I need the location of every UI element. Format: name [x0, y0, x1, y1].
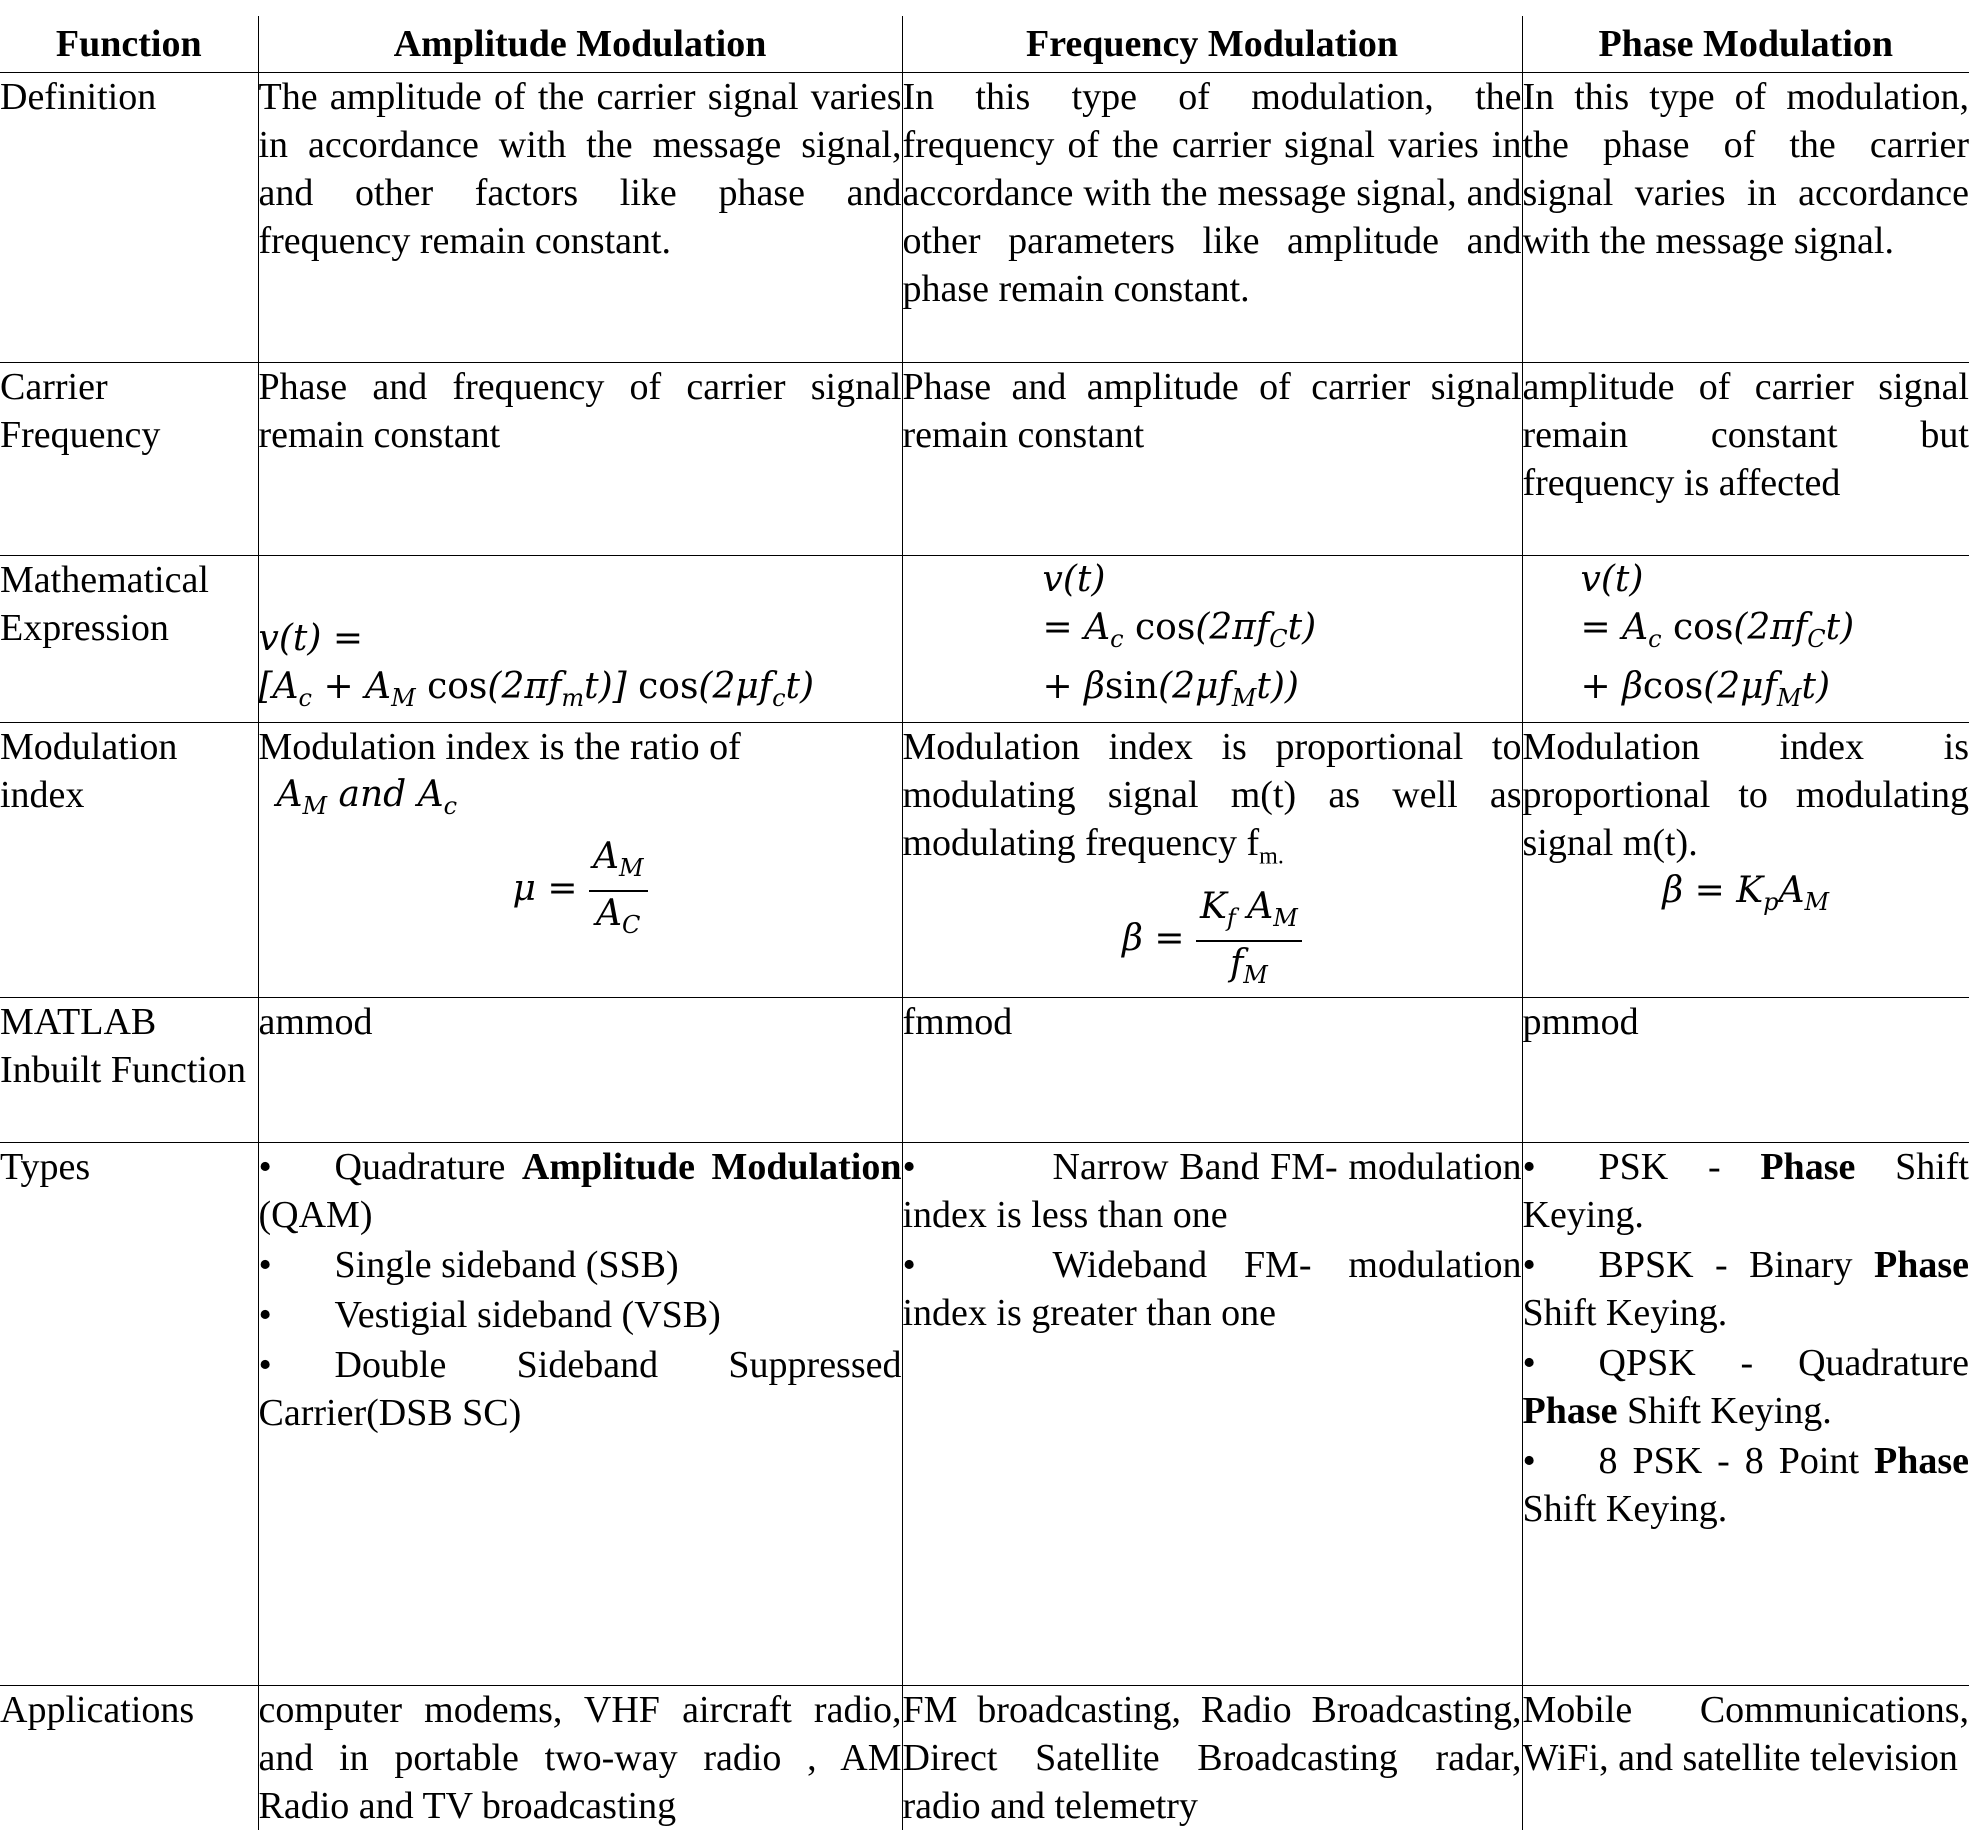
list-item: • Quadrature Amplitude Modulation (QAM) [258, 1146, 902, 1237]
row-types [0, 1143, 1969, 1686]
label-matlab-function: MATLAB Inbuilt Function [0, 998, 258, 1143]
list-item: • Double Sideband Suppressed Carrier(DSB SC) [258, 1344, 902, 1435]
am-carrier-frequency: Phase and frequency of carrier signal remain constant [258, 363, 902, 556]
label-definition: Definition [0, 73, 258, 363]
label-carrier-frequency: Carrier Frequency [0, 363, 258, 556]
am-modulation-index: Modulation index is the ratio of $A_M$ and $A_c$ μ = $\frac{A_M}{A_C}$ [258, 723, 902, 998]
list-item: • Single sideband (SSB) [258, 1244, 679, 1287]
fm-types [902, 1143, 1522, 1686]
fm-expression: v(t) = $A_c$ $\cos(2\pi f_Ct)$ + $\beta\sin(2\mu f_Mt)$) [902, 556, 1522, 723]
fm-types-list [903, 1143, 1522, 1337]
row-matlab-function [0, 998, 1969, 1143]
header-row [0, 16, 1969, 73]
list-item: • 8 PSK - 8 Point Phase Shift Keying. [1522, 1440, 1969, 1531]
header-amplitude-modulation: Amplitude Modulation [258, 16, 902, 73]
fm-index-sub: m. [1259, 843, 1284, 870]
header-phase-modulation: Phase Modulation [1522, 16, 1969, 73]
pm-modulation-index: Modulation index is proportional to modulating signal m(t). $\beta = K_pA_M$ [1522, 723, 1969, 998]
list-item: • BPSK - Binary Phase Shift Keying. [1522, 1244, 1969, 1335]
fm-modulation-index: Modulation index is proportional to modulating signal m(t) as well as modulating frequency $f_{m.}$ β = $\frac{K_f A_M}{f_M}$ [902, 723, 1522, 998]
list-item: • Vestigial sideband (VSB) [258, 1294, 721, 1337]
pm-applications: Mobile Communications, WiFi, and satellite television [1522, 1686, 1969, 1831]
pm-index-text: Modulation index is proportional to modulating signal m(t). [1522, 726, 1969, 865]
modulation-comparison-table [0, 16, 1969, 1830]
list-item: • Narrow Band FM- modulation index is less than one [902, 1146, 1522, 1237]
row-mathematical-expression [0, 556, 1969, 723]
am-definition: The amplitude of the carrier signal varies in accordance with the message signal, and other factors like phase and frequency remain constant. [258, 73, 902, 363]
am-matlab-function: ammod [258, 998, 902, 1143]
pm-matlab-function: pmmod [1522, 998, 1969, 1143]
am-applications: computer modems, VHF aircraft radio, and in portable two-way radio , AM Radio and TV broadcasting [258, 1686, 902, 1831]
label-mathematical-expression: Mathematical Expression [0, 556, 258, 723]
am-types [258, 1143, 902, 1686]
am-expression: v(t) = [$A_c + A_M$ $\cos(2\pi f_mt)$] $\cos(2\mu f_ct)$ [258, 556, 902, 723]
pm-definition: In this type of modulation, the phase of the carrier signal varies in accordance with the message signal. [1522, 73, 1969, 363]
pm-expression: v(t) = $A_c$ $\cos(2\pi f_Ct)$ + $\beta\cos(2\mu f_Mt)$ [1522, 556, 1969, 723]
pm-types-list [1523, 1143, 1969, 1533]
row-applications [0, 1686, 1969, 1831]
row-modulation-index [0, 723, 1969, 998]
fm-definition: In this type of modulation, the frequency of the carrier signal varies in accordance with the message signal, and other parameters like amplitude and phase remain constant. [902, 73, 1522, 363]
fm-index-text: Modulation index is proportional to modulating signal m(t) as well as modulating frequency f [902, 726, 1522, 865]
am-types-list [259, 1143, 902, 1437]
fm-matlab-function: fmmod [902, 998, 1522, 1143]
list-item: • PSK - Phase Shift Keying. [1522, 1146, 1969, 1237]
fm-applications: FM broadcasting, Radio Broadcasting, Direct Satellite Broadcasting radar, radio and telemetry [902, 1686, 1522, 1831]
pm-carrier-frequency: amplitude of carrier signal remain constant but frequency is affected [1522, 363, 1969, 556]
pm-types [1522, 1143, 1969, 1686]
fm-carrier-frequency: Phase and amplitude of carrier signal remain constant [902, 363, 1522, 556]
header-frequency-modulation: Frequency Modulation [902, 16, 1522, 73]
row-carrier-frequency [0, 363, 1969, 556]
label-applications: Applications [0, 1686, 258, 1831]
header-function: Function [55, 23, 202, 65]
list-item: • Wideband FM- modulation index is greater than one [902, 1244, 1522, 1335]
am-index-text: Modulation index is the ratio of [258, 726, 741, 769]
row-definition [0, 73, 1969, 363]
label-modulation-index: Modulation index [0, 723, 258, 998]
label-types: Types [0, 1143, 258, 1686]
list-item: • QPSK - Quadrature Phase Shift Keying. [1522, 1342, 1969, 1433]
